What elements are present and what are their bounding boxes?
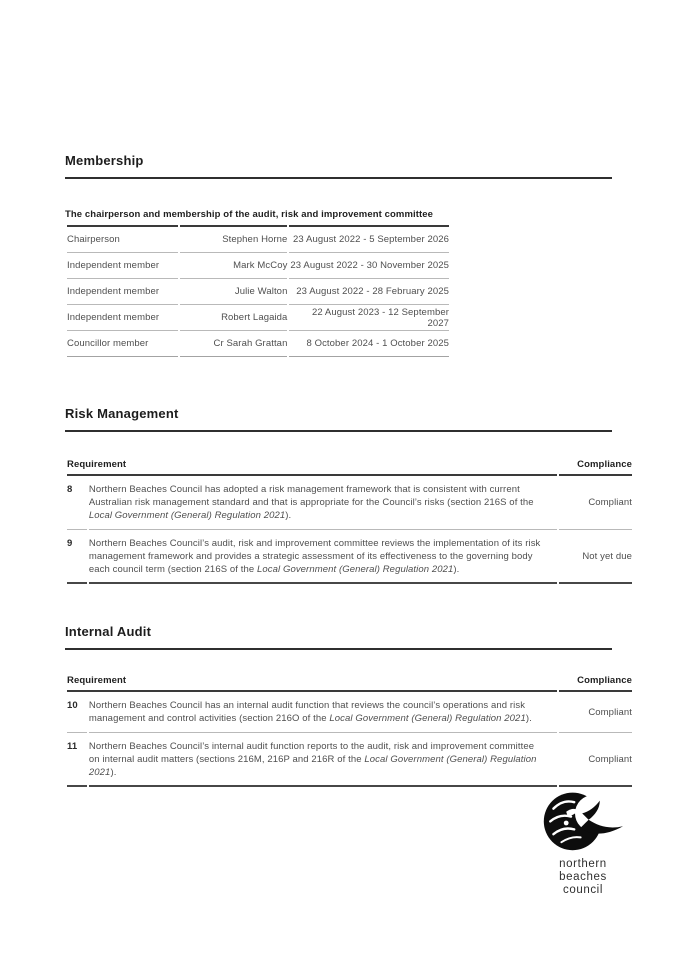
requirement-text-plain: Northern Beaches Council has adopted a risk management framework that is consistent with current Australian risk management standard and that is appropriate for the Council’s risks (section 216S of the [88,484,534,509]
section-risk-management [65,406,634,584]
requirement-text-plain: ). [453,564,460,576]
table-row [67,279,449,305]
requirement-text [89,530,557,585]
requirement-text-citation: Local Government (General) Regulation 2021 [88,510,286,522]
requirement-text-plain: Northern Beaches Council has an internal audit function that reviews the council’s operations and risk management and control activities (section 216O of the [88,700,526,725]
requirement-text-citation: Local Government (General) Regulation 2021 [88,753,537,779]
member-term: 23 August 2022 - 30 November 2025 [289,253,449,279]
internal-audit-table [65,675,634,787]
logo-word-council: council [563,884,603,896]
table-header-row [67,459,632,476]
logo-word-beaches: beaches [559,871,607,883]
membership-table [65,225,451,357]
council-emblem-icon [542,791,624,855]
member-role: Independent member [67,305,178,331]
compliance-status: Compliant [559,733,632,788]
requirement-number: 10 [67,692,87,732]
requirement-number: 9 [67,530,87,585]
membership-table-title: The chairperson and membership of the audit, risk and improvement committee [65,209,434,220]
risk-management-heading: Risk Management [65,406,179,421]
member-term: 22 August 2023 - 12 September 2027 [289,305,449,331]
table-row [67,331,449,357]
page-content [65,0,634,787]
table-row [67,530,632,585]
member-name: Mark McCoy [180,253,288,279]
membership-heading: Membership [65,153,144,168]
table-row [67,305,449,331]
internal-audit-heading: Internal Audit [65,624,152,640]
requirement-text-citation: Local Government (General) Regulation 2021 [257,564,454,576]
section-membership [65,153,634,357]
requirement-number: 8 [67,476,87,530]
requirement-column-header: Requirement [67,675,557,692]
member-name: Robert Lagaida [180,305,288,331]
risk-management-table [65,459,634,584]
risk-management-heading-rule [65,430,612,432]
member-name: Julie Walton [180,279,288,305]
compliance-column-header: Compliance [559,459,632,476]
member-role: Councillor member [67,331,178,357]
membership-heading-rule [65,177,612,179]
requirement-text-plain: Northern Beaches Council’s internal audit function reports to the audit, risk and improvement committee on internal audit matters (sections 216M, 216P and 216R of the [88,740,535,765]
member-role: Chairperson [67,225,178,253]
compliance-status: Compliant [559,692,632,732]
requirement-text-plain: Northern Beaches Council’s audit, risk and improvement committee reviews the implementation of its risk management framework and provides a strategic assessment of its effectiveness to the governing body each council term (section 216S of the [88,537,541,576]
table-header-row [67,675,632,692]
requirement-text-plain: ). [110,767,117,779]
council-logo [529,791,637,897]
compliance-status: Compliant [559,476,632,530]
requirement-text-plain: ). [525,713,532,725]
requirement-text [89,476,557,530]
table-row [67,692,632,732]
table-row [67,476,632,530]
member-role: Independent member [67,253,178,279]
internal-audit-heading-rule [65,648,612,650]
table-row [67,253,449,279]
member-term: 23 August 2022 - 5 September 2026 [289,225,449,253]
section-internal-audit [65,624,634,787]
member-term: 23 August 2022 - 28 February 2025 [289,279,449,305]
requirement-number: 11 [67,733,87,788]
compliance-status: Not yet due [559,530,632,585]
requirement-text [89,733,557,788]
table-row [67,225,449,253]
requirement-text-citation: Local Government (General) Regulation 2021 [329,713,526,725]
member-term: 8 October 2024 - 1 October 2025 [289,331,449,357]
table-row [67,733,632,788]
requirement-column-header: Requirement [67,459,557,476]
compliance-column-header: Compliance [559,675,632,692]
council-logo-wordmark [529,858,637,897]
member-name: Cr Sarah Grattan [180,331,288,357]
member-name: Stephen Horne [180,225,288,253]
member-role: Independent member [67,279,178,305]
requirement-text-plain: ). [285,510,292,522]
logo-word-northern: northern [559,858,607,870]
requirement-text [89,692,557,732]
